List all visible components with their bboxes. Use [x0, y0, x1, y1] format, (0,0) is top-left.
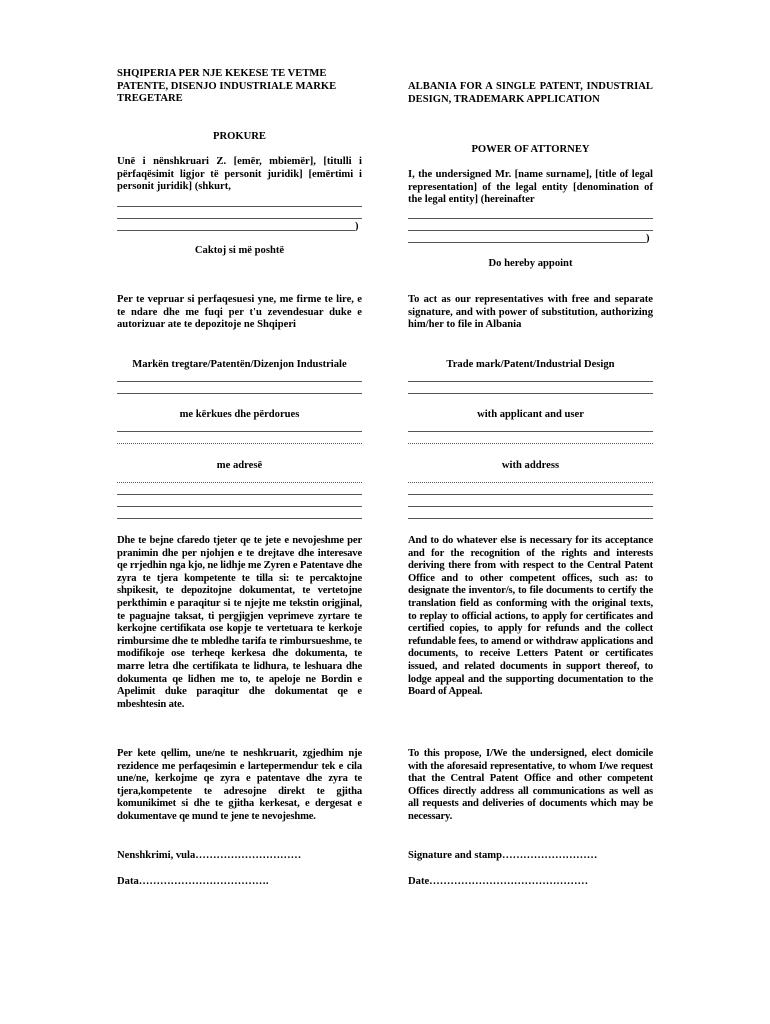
blank-line — [408, 443, 653, 444]
blank-line — [117, 381, 362, 382]
albanian-signature-field: Nenshkrimi, vula………………………… — [117, 850, 302, 861]
albanian-title: SHQIPERIA PER NJE KEKESE TE VETME PATENTE, DISENJO INDUSTRIALE MARKE TREGETARE — [117, 68, 337, 105]
albanian-applicant-heading: me kërkues dhe përdorues — [179, 409, 300, 420]
english-intro: I, the undersigned Mr. [name surname], [title of legal representation] of the legal entity [denomination of the legal entity] (hereinafter — [408, 169, 653, 206]
blank-line — [117, 482, 362, 483]
blank-line — [117, 206, 362, 207]
blank-line — [117, 494, 362, 495]
english-title: ALBANIA FOR A SINGLE PATENT, INDUSTRIAL DESIGN, TRADEMARK APPLICATION — [408, 81, 653, 105]
blank-line — [408, 381, 653, 382]
english-date-field: Date……………………………………… — [408, 876, 589, 887]
albanian-act-text: Per te vepruar si perfaqesuesi yne, me firme te lire, e te ndare dhe me fuqi per t'u zevendesuar duke e autorizuar ate te depozitoje ne Shqiperi — [117, 294, 362, 331]
albanian-date-field: Data………………………………. — [117, 876, 269, 887]
closing-parenthesis: ) — [646, 233, 650, 244]
blank-line — [117, 218, 362, 219]
blank-line — [117, 506, 362, 507]
blank-line — [408, 393, 653, 394]
english-applicant-heading: with applicant and user — [477, 409, 584, 420]
blank-line — [408, 506, 653, 507]
blank-line — [408, 494, 653, 495]
closing-parenthesis: ) — [355, 221, 359, 232]
english-address-heading: with address — [501, 460, 560, 471]
albanian-intro: Unë i nënshkruari Z. [emër, mbiemër], [titulli i përfaqësimit ligjor të personit juridik] [emërtimi i personit juridik] (shkurt, — [117, 156, 362, 193]
albanian-heading: PROKURE — [213, 131, 266, 142]
blank-line — [117, 230, 355, 231]
blank-line — [117, 518, 362, 519]
english-act-text: To act as our representatives with free and separate signature, and with power of substitution, authorizing him/her to file in Albania — [408, 294, 653, 331]
albanian-appoint: Caktoj si më poshtë — [194, 245, 285, 256]
albanian-mark-heading: Markën tregtare/Patentën/Dizenjon Industriale — [132, 359, 347, 370]
blank-line — [408, 242, 646, 243]
blank-line — [117, 393, 362, 394]
albanian-address-heading: me adresë — [216, 460, 263, 471]
english-purpose-text: To this propose, I/We the undersigned, elect domicile with the aforesaid representative, to whom I/we request that the Central Patent Office and other competent Offices directly address all communications as well as all requests and deliveries of documents which may be necessary. — [408, 748, 653, 822]
albanian-powers-text: Dhe te bejne cfaredo tjeter qe te jete e nevojeshme per pranimin dhe per njohjen e te drejtave dhe interesave qe rrjedhin nga kjo, ne lidhje me Zyren e Patentave dhe zyra te tjera kompetente te tilla si: te percaktojne shpikesit, te depozitojne dokumentat, te vertetojne perkthimin e paraqitur si te njejte me tekstin origjinal, te paguajne taksat, ti pergjigjen veprimeve zyrtare te kerkojne certifikata ose kopje te vertetuara te kerkoje rimbursime dhe te mbledhe tarifa te rimbursueshme, te modifikoje ose terheqe kerkesa dhe dokumenta, te marre letra dhe certifikata te lidhura, te leshuara dhe dokumenta qe lidhen me to, te apeloje ne Bordin e Apelimit duke paraqitur dhe dokumentat qe e mbeshtesin ate. — [117, 535, 362, 710]
english-mark-heading: Trade mark/Patent/Industrial Design — [446, 359, 615, 370]
blank-line — [408, 218, 653, 219]
blank-line — [117, 431, 362, 432]
english-signature-field: Signature and stamp……………………… — [408, 850, 598, 861]
english-heading: POWER OF ATTORNEY — [471, 144, 590, 155]
english-appoint: Do hereby appoint — [488, 258, 573, 269]
blank-line — [408, 518, 653, 519]
blank-line — [117, 443, 362, 444]
albanian-purpose-text: Per kete qellim, une/ne te neshkruarit, zgjedhim nje rezidence me perfaqesimin e lartepermendur tek e cila une/ne, kerkojme qe zyra e patentave dhe zyra te tjera,kompetente te adresojne direkt te gjitha komunikimet si dhe te gjitha kerkesat, e dergesat e dokumentave qe mund te jene te nevojeshme. — [117, 748, 362, 822]
blank-line — [408, 431, 653, 432]
blank-line — [408, 230, 653, 231]
blank-line — [408, 482, 653, 483]
english-powers-text: And to do whatever else is necessary for its acceptance and for the recognition of the rights and interests deriving there from with respect to the Central Patent Office and to other competent offices, such as: to designate the inventor/s, to file documents to certify the translation field as conforming with the original texts, to replay to official actions, to apply for certificates and certified copies, to apply for refunds and the collect refundable fees, to amend or withdraw applications and documents, to receive Letters Patent or certificates issued, and related documents in support thereof, to lodge appeal and the supporting documentation to the Board of Appeal. — [408, 535, 653, 698]
